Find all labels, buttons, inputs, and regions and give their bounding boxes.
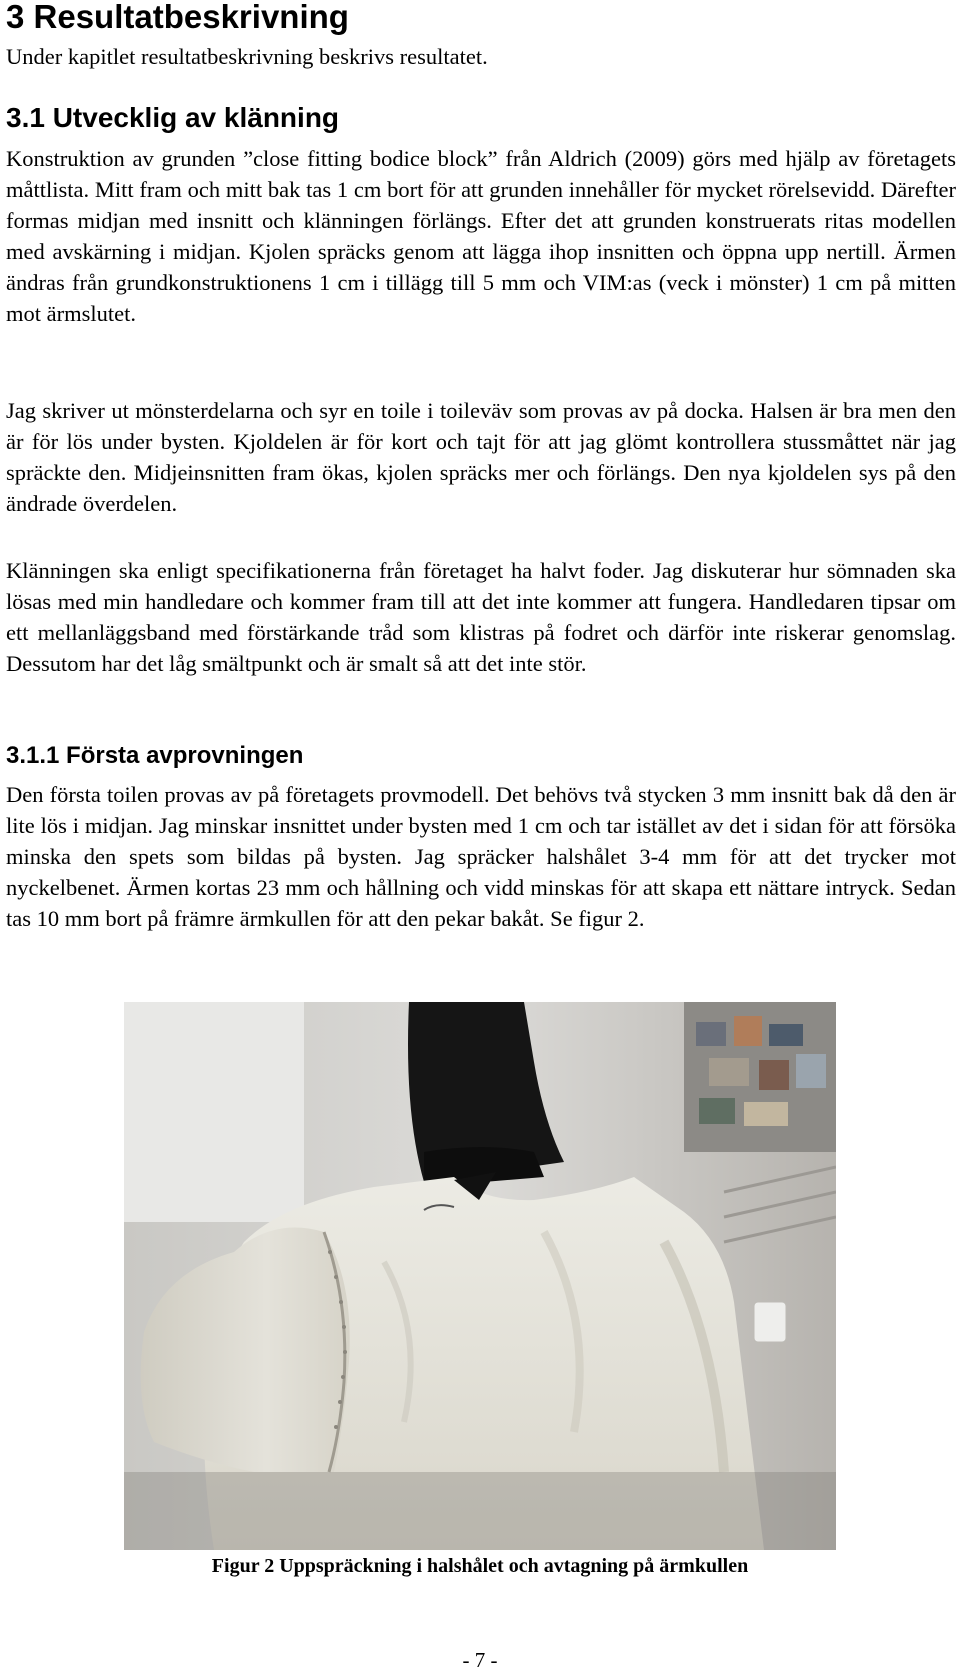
section-paragraph-1: Konstruktion av grunden ”close fitting bodice block” från Aldrich (2009) görs med hjälp av företagets måttlista. Mitt fram och mitt bak tas 1 cm bort för att grunden innehåller för mycket rörelsevidd. Därefter formas midjan med insnitt och klänningen förlängs. Efter det att grunden konstruerats ritas modellen med avskärning i midjan. Kjolen spräcks genom att lägga ihop insnitten och öppna upp nertill. Ärmen ändras från grundkonstruktionens 1 cm i tillägg till 5 mm och VIM:as (veck i mönster) 1 cm på mitten mot ärmslutet.	[6, 146, 956, 326]
figure-caption: Figur 2 Uppspräckning i halshålet och avtagning på ärmkullen	[211, 1555, 749, 1577]
dress-form-photo	[124, 1002, 836, 1550]
section-paragraph-2: Jag skriver ut mönsterdelarna och syr en toile i toileväv som provas av på docka. Halsen är bra men den är för lös under bysten. Kjoldelen är för kort och tajt för att jag glömt kontrollera stussmåttet när jag spräckte den. Midjeinsnitten fram ökas, kjolen spräcks mer och förlängs. Den nya kjoldelen sys på den ändrade överdelen.	[6, 398, 956, 516]
subsection-heading: 3.1.1 Första avprovningen	[6, 742, 304, 769]
subsection-paragraph: Den första toilen provas av på företagets provmodell. Det behövs två stycken 3 mm insnitt bak då den är lite lös i midjan. Jag minskar insnittet under bysten med 1 cm och tar istället av det i sidan för att försöka minska den spets som bildas på bysten. Jag spräcker halshålet 3-4 mm för att det trycker mot nyckelbenet. Ärmen kortas 23 mm och hållning och vidd minskas för att skapa ett nättare intryck. Sedan tas 10 mm bort på främre ärmkullen för att den pekar bakåt. Se figur 2.	[6, 782, 956, 931]
intro-paragraph: Under kapitlet resultatbeskrivning beskrivs resultatet.	[6, 44, 488, 69]
chapter-heading: 3 Resultatbeskrivning	[6, 0, 349, 35]
page-number: - 7 -	[462, 1648, 498, 1672]
section-paragraph-3: Klänningen ska enligt specifikationerna från företaget ha halvt foder. Jag diskuterar hur sömnaden ska lösas med min handledare och kommer fram till att det inte kommer att fungera. Handledaren tipsar om ett mellanläggsband med förstärkande tråd som klistras på fodret och därför inte riskerar genomslag. Dessutom har det låg smältpunkt och är smalt så att det inte stör.	[6, 558, 956, 676]
section-heading: 3.1 Utvecklig av klänning	[6, 102, 340, 133]
toile-on-dressform-illustration	[124, 1002, 836, 1550]
